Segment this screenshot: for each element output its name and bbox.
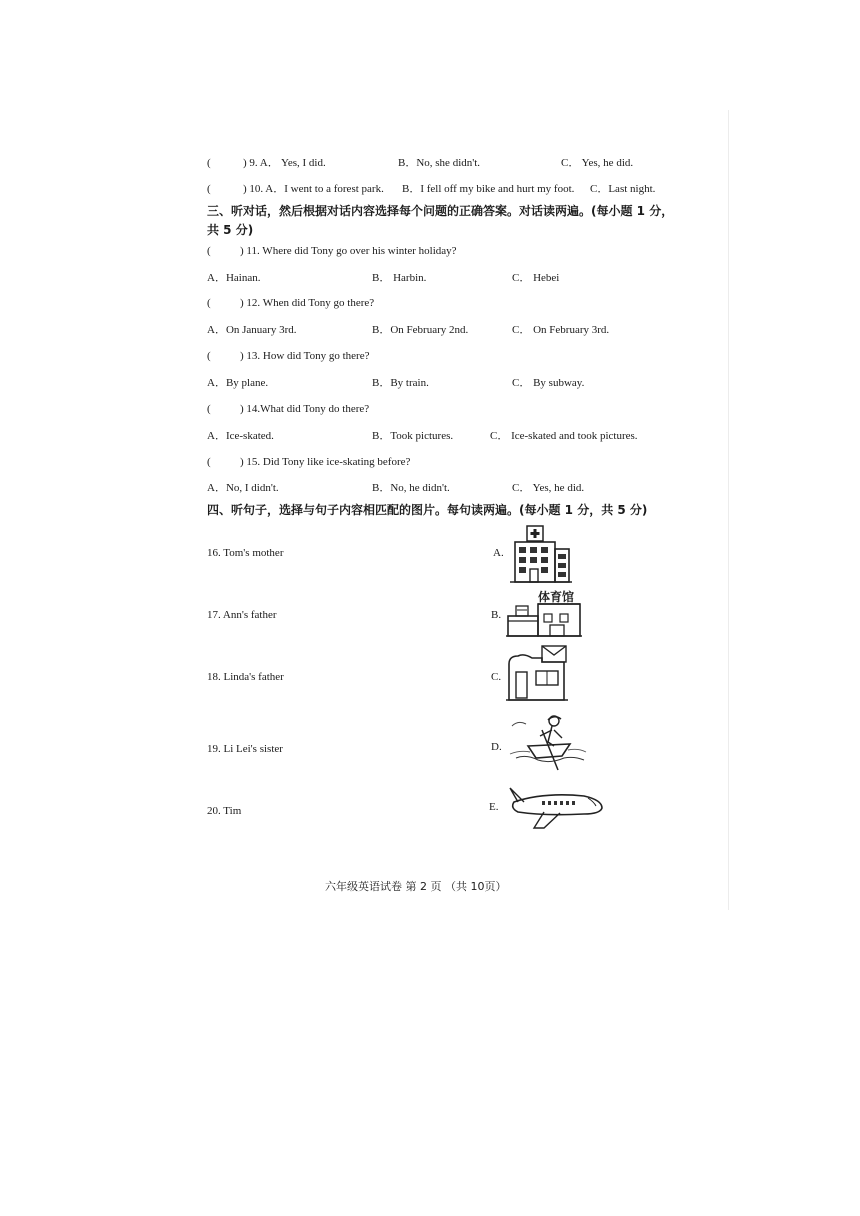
page-footer: 六年级英语试卷 第 2 页 （共 10页） <box>325 880 507 893</box>
match-item-17: 17. Ann's father <box>207 609 277 621</box>
match-item-16: 16. Tom's mother <box>207 547 284 559</box>
q9-option-c: C． Yes, he did. <box>561 157 634 169</box>
hospital-picture <box>510 524 572 584</box>
q14-option-b: B．Took pictures. <box>372 430 454 442</box>
q15-option-a: A．No, I didn't. <box>207 482 279 494</box>
question-14-stem: ) 14.What did Tony do there? <box>240 403 370 415</box>
question-9-number: ) 9. A． <box>243 157 279 169</box>
answer-paren-13: ( <box>207 350 211 362</box>
q10-option-c: C．Last night. <box>590 183 656 195</box>
q11-option-b: B． Harbin. <box>372 272 427 284</box>
gym-sign-text: 体育馆 <box>538 590 575 604</box>
q14-option-c: C． Ice-skated and took pictures. <box>490 430 638 442</box>
question-12-stem: ) 12. When did Tony go there? <box>240 297 375 309</box>
q15-option-c: C． Yes, he did. <box>512 482 585 494</box>
gym-picture <box>506 588 582 640</box>
answer-paren-12: ( <box>207 297 211 309</box>
q14-option-a: A．Ice-skated. <box>207 430 274 442</box>
match-item-20: 20. Tim <box>207 805 242 817</box>
match-item-18: 18. Linda's father <box>207 671 284 683</box>
answer-paren-15: ( <box>207 456 211 468</box>
match-item-19: 19. Li Lei's sister <box>207 743 283 755</box>
answer-paren-11: ( <box>207 245 211 257</box>
question-15-stem: ) 15. Did Tony like ice-skating before? <box>240 456 411 468</box>
q12-option-b: B．On February 2nd. <box>372 324 469 336</box>
question-13-stem: ) 13. How did Tony go there? <box>240 350 370 362</box>
section-3-title-cont: 共 5 分) <box>207 223 254 237</box>
q13-option-c: C． By subway. <box>512 377 585 389</box>
q11-option-a: A．Hainan. <box>207 272 261 284</box>
question-11-stem: ) 11. Where did Tony go over his winter holiday? <box>240 245 457 257</box>
page-edge <box>728 110 729 910</box>
picture-label-e: E. <box>489 801 499 813</box>
section-4-title: 四、听句子，选择与句子内容相匹配的图片。每句读两遍。(每小题 1 分，共 5 分) <box>207 503 648 517</box>
answer-paren-9: ( <box>207 157 211 169</box>
q12-option-c: C． On February 3rd. <box>512 324 610 336</box>
picture-label-a: A. <box>493 547 504 559</box>
q10-option-b: B．I fell off my bike and hurt my foot. <box>402 183 575 195</box>
picture-label-b: B. <box>491 609 502 621</box>
section-3-title: 三、听对话，然后根据对话内容选择每个问题的正确答案。对话读两遍。(每小题 1 分， <box>207 204 674 218</box>
post-office-picture <box>506 644 568 702</box>
q9-option-b: B．No, she didn't. <box>398 157 481 169</box>
q13-option-b: B．By train. <box>372 377 429 389</box>
airplane-picture <box>504 782 606 832</box>
picture-label-c: C. <box>491 671 502 683</box>
q11-option-c: C． Hebei <box>512 272 560 284</box>
q10-option-a: ) 10. A．I went to a forest park. <box>243 183 384 195</box>
q15-option-b: B．No, he didn't. <box>372 482 450 494</box>
answer-paren-10: ( <box>207 183 211 195</box>
picture-label-d: D. <box>491 741 502 753</box>
q13-option-a: A．By plane. <box>207 377 269 389</box>
q9-option-a: Yes, I did. <box>281 157 326 169</box>
q12-option-a: A．On January 3rd. <box>207 324 297 336</box>
boat-picture <box>508 712 588 776</box>
answer-paren-14: ( <box>207 403 211 415</box>
